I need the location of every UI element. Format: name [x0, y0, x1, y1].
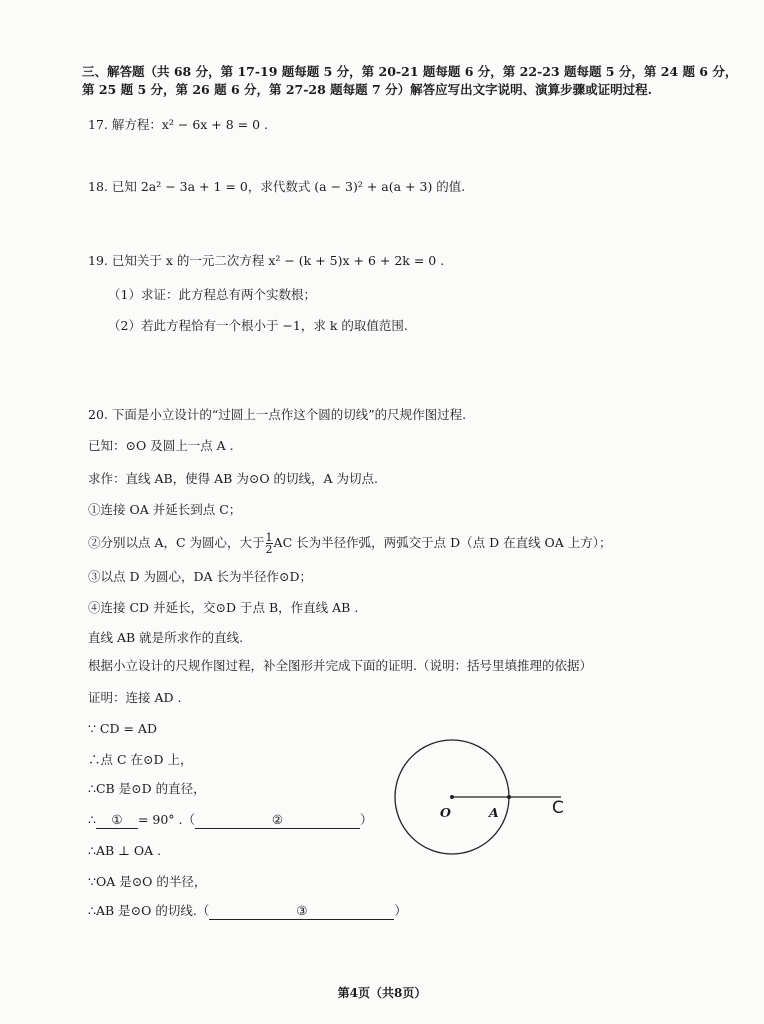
step2-text-b: AC 长为半径作弧，两弧交于点 D（点 D 在直线 OA 上方）； [273, 535, 612, 550]
label-o: O [440, 805, 451, 820]
point-o [450, 795, 454, 799]
question-19-stem: 19. 已知关于 x 的一元二次方程 x² − (k + 5)x + 6 + 2k = 0 . [88, 253, 445, 268]
question-20-instruction: 根据小立设计的尺规作图过程，补全图形并完成下面的证明.（说明：括号里填推理的依据） [88, 658, 592, 673]
question-19-part1: （1）求证：此方程总有两个实数根； [108, 287, 316, 302]
question-20-given: 已知：⊙O 及圆上一点 A . [88, 438, 234, 453]
step2-text-a: ②分别以点 A，C 为圆心，大于 [88, 535, 265, 550]
answer-blank-3[interactable]: ③ [209, 903, 394, 920]
fraction-numerator: 1 [265, 531, 273, 544]
fraction-denominator: 2 [265, 543, 273, 556]
question-20-step3: ③以点 D 为圆心，DA 长为半径作⊙D； [88, 569, 312, 584]
question-20-construct: 求作：直线 AB，使得 AB 为⊙O 的切线，A 为切点. [88, 471, 379, 486]
section-header-line1: 三、解答题（共 68 分，第 17-19 题每题 5 分，第 20-21 题每题 6 分，第 22-23 题每题 5 分，第 24 题 6 分， [82, 64, 738, 79]
proof-line-6: ∵OA 是⊙O 的半径， [88, 874, 207, 889]
label-c: C [552, 798, 564, 818]
question-20-step1: ①连接 OA 并延长到点 C； [88, 502, 242, 517]
question-20-conclusion: 直线 AB 就是所求作的直线. [88, 630, 244, 645]
proof-line-5: ∴AB ⊥ OA . [88, 843, 162, 858]
close-paren: ） [360, 812, 373, 827]
answer-blank-1[interactable]: ① [96, 812, 138, 829]
label-a: A [489, 805, 499, 820]
proof-line-1: ∵ CD = AD [88, 721, 157, 736]
page-footer: 第4页（共8页） [337, 986, 427, 1000]
proof-line-3: ∴CB 是⊙D 的直径， [88, 781, 206, 796]
question-18: 18. 已知 2a² − 3a + 1 = 0，求代数式 (a − 3)² + a(a + 3) 的值. [88, 179, 466, 194]
question-20-stem: 20. 下面是小立设计的“过圆上一点作这个圆的切线”的尺规作图过程. [88, 407, 467, 422]
proof-line-7-text: ∴AB 是⊙O 的切线.（ [88, 903, 210, 918]
answer-blank-2[interactable]: ② [195, 812, 360, 829]
question-19-part2: （2）若此方程恰有一个根小于 −1，求 k 的取值范围. [108, 318, 408, 333]
proof-line-0: 证明：连接 AD . [88, 690, 182, 705]
therefore-symbol: ∴ [88, 812, 96, 827]
section-header-line2: 第 25 题 5 分，第 26 题 6 分，第 27-28 题每题 7 分）解答应写出文字说明、演算步骤或证明过程. [82, 82, 652, 97]
equals-90: = 90° .（ [137, 812, 196, 827]
point-a [507, 795, 511, 799]
close-paren: ） [394, 903, 407, 918]
question-17: 17. 解方程：x² − 6x + 8 = 0 . [88, 117, 269, 132]
question-20-step4: ④连接 CD 并延长，交⊙D 于点 B，作直线 AB . [88, 600, 359, 615]
proof-line-2: ∴点 C 在⊙D 上， [88, 752, 193, 767]
